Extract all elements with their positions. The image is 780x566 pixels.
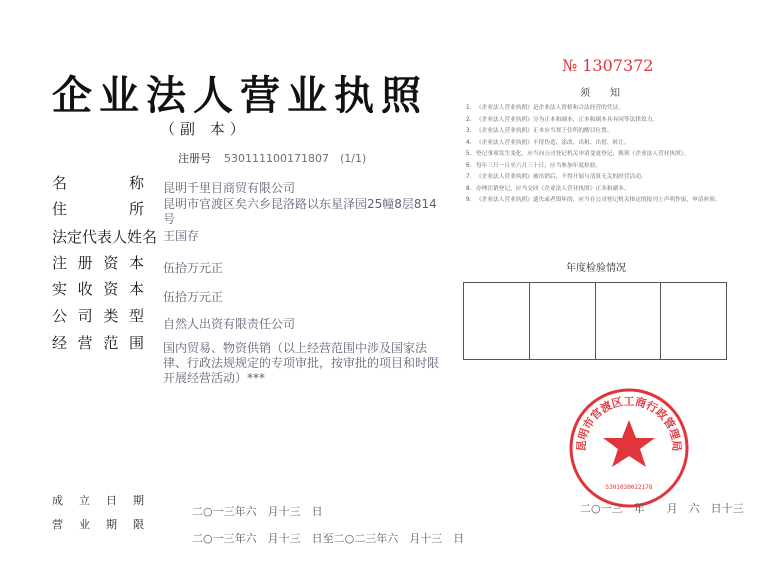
notice-item-number: 8. [466, 185, 472, 192]
annual-inspection-title: 年度检验情况 [566, 263, 626, 274]
field-label-business-scope: 经营范围 [52, 334, 144, 352]
notice-item-text: 《企业法人营业执照》不得伪造、涂改、出租、出借、转让。 [476, 139, 630, 146]
annual-inspection-box [661, 283, 726, 359]
notice-item-text: 登记事项发生变化，应当向公司登记机关申请变更登记，换领《企业法人营业执照》。 [476, 151, 690, 157]
page-title: 企业法人营业执照 [52, 73, 428, 119]
field-label-address: 住 所 [52, 200, 144, 218]
business-term-label: 营业期限 [52, 518, 144, 531]
issue-date: 二○一三 年 月 六 日十三 [580, 502, 744, 515]
annual-inspection-box [596, 283, 662, 359]
notice-item [466, 115, 736, 127]
field-value-paid-in-capital: 伍拾万元正 [163, 290, 224, 304]
notice-item-number: 6. [466, 162, 472, 169]
notice-item [466, 184, 736, 196]
notice-item-number: 2. [466, 116, 472, 123]
notice-item-number: 5. [466, 151, 472, 157]
field-label-legal-representative: 法定代表人姓名 [52, 228, 158, 246]
founded-date-label: 成立日期 [52, 494, 144, 507]
notice-item [466, 149, 736, 161]
notice-item-number: 1. [466, 105, 472, 111]
field-value-company-type: 自然人出资有限责任公司 [163, 317, 296, 331]
notice-list [466, 103, 736, 207]
notice-item-number: 9. [466, 197, 472, 203]
field-value-legal-representative: 王国存 [163, 229, 200, 243]
annual-inspection-box [530, 283, 596, 359]
field-label-name: 名 称 [52, 174, 144, 192]
field-label-registered-capital: 注册资本 [52, 254, 144, 272]
notice-title: 须 知 [580, 88, 625, 99]
founded-date-value: 二○一三年六 月十三 日 [192, 505, 323, 518]
annual-inspection-box [464, 283, 530, 359]
registration-number-label: 注册号 [178, 152, 211, 165]
seal-authority-text: 昆明市官渡区工商行政管理局 [574, 394, 684, 452]
notice-item-number: 3. [466, 128, 472, 134]
copy-type-label: （副 本） [160, 120, 250, 138]
notice-item-number: 4. [466, 139, 472, 146]
notice-item-text: 办理注销登记，应当交回《企业法人营业执照》正本和副本。 [476, 185, 630, 192]
notice-item [466, 172, 736, 184]
field-value-registered-capital: 伍拾万元正 [163, 261, 224, 275]
field-value-business-scope: 国内贸易、物资供销（以上经营范围中涉及国家法律、行政法规规定的专项审批，按审批的项目和时限开展经营活动）*** [163, 341, 440, 385]
notice-item [466, 138, 736, 150]
notice-item-text: 《企业法人营业执照》被吊销后，不得开展与清算无关的经营活动。 [476, 174, 647, 180]
notice-item-text: 《企业法人营业执照》分为正本和副本，正本和副本具有同等法律效力。 [476, 116, 658, 123]
notice-item-text: 《企业法人营业执照》遗失或者毁坏的，应当在公司登记机关指定的报刊上声明作废，申请补领。 [476, 197, 721, 203]
notice-item-number: 7. [466, 174, 472, 180]
notice-item [466, 195, 736, 207]
seal-star [603, 420, 655, 467]
business-term-value: 二○一三年六 月十三 日至二○二三年六 月十三 日 [192, 532, 465, 545]
notice-item [466, 161, 736, 173]
notice-item-text: 《企业法人营业执照》正本应当置于住所的醒目位置。 [476, 128, 613, 134]
annual-inspection-grid [463, 282, 727, 360]
notice-item-text: 《企业法人营业执照》是企业法人资格和合法经营的凭证。 [476, 105, 624, 111]
field-label-paid-in-capital: 实收资本 [52, 280, 144, 298]
seal-code: 5301030022178 [605, 484, 653, 491]
field-label-company-type: 公司类型 [52, 307, 144, 325]
certificate-serial-number: № 1307372 [562, 56, 654, 75]
official-seal-icon [567, 386, 691, 510]
notice-item [466, 126, 736, 138]
notice-item [466, 103, 736, 115]
field-value-name: 昆明千里目商贸有限公司 [163, 181, 296, 195]
notice-item-text: 每年三月一日至六月三十日，应当参加年度检验。 [476, 162, 602, 169]
field-value-address: 昆明市官渡区矣六乡昆洛路以东星泽园25幢8层814号 [163, 197, 437, 226]
registration-number: 530111100171807 (1/1) [224, 152, 367, 165]
